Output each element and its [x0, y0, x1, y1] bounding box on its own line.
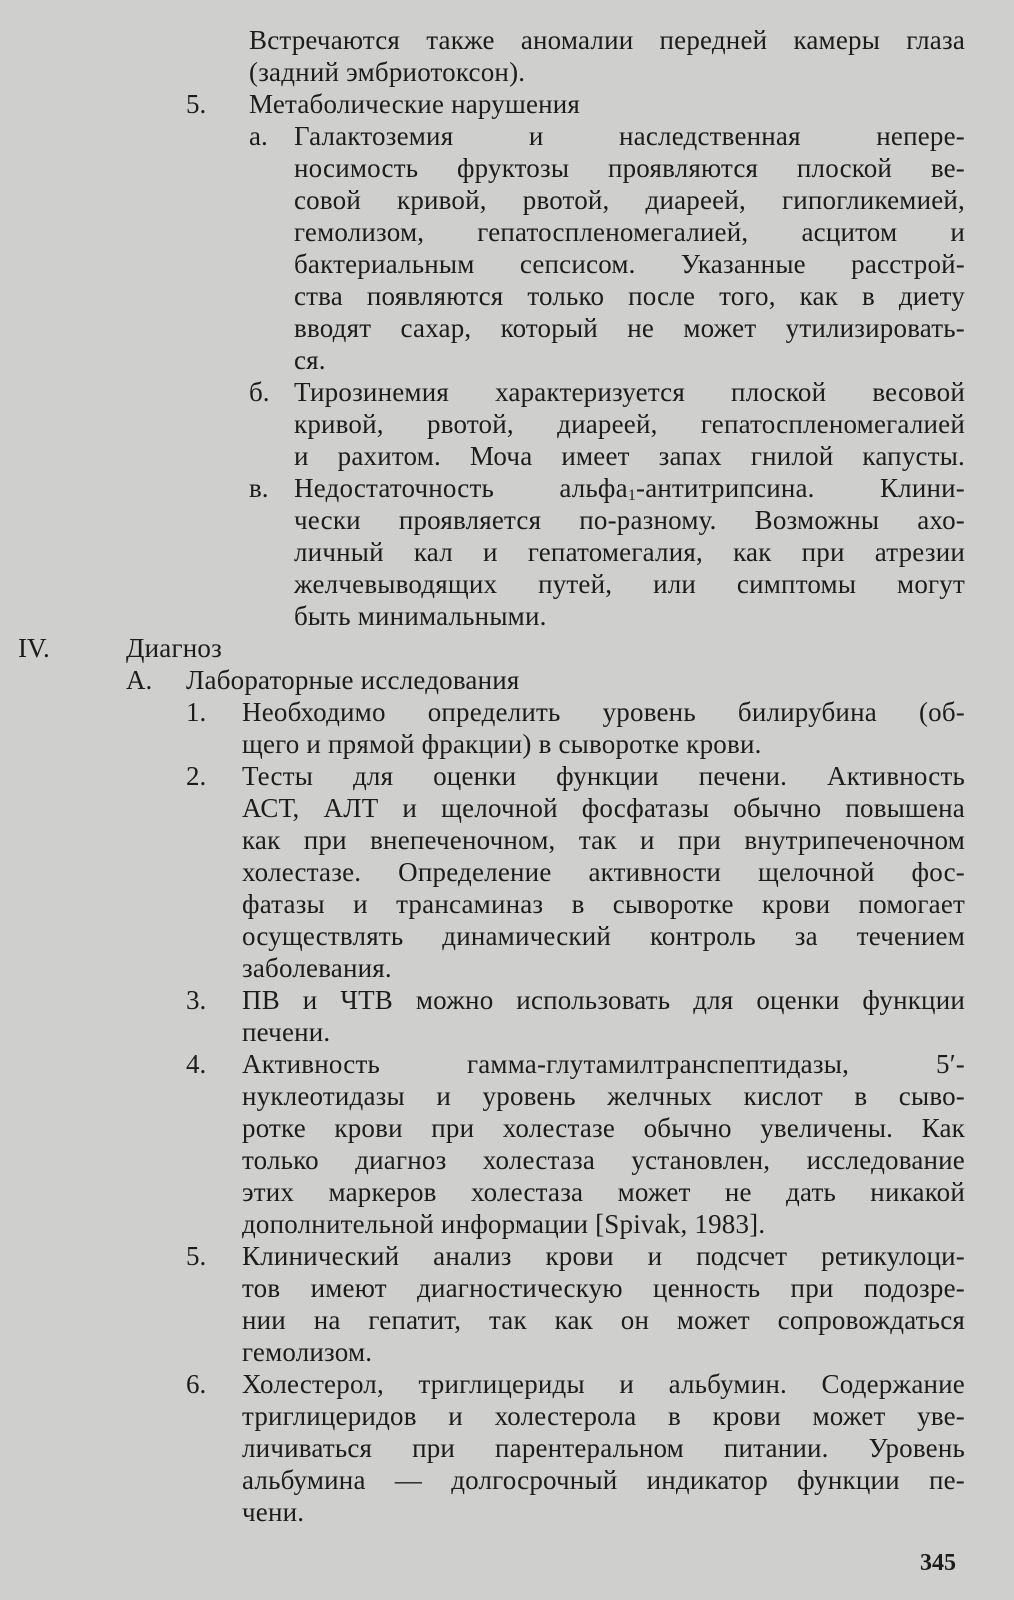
diag-2-line-2: АСТ, АЛТ и щелочной фосфатазы обычно повышена — [242, 793, 965, 823]
diag-1-line-1: Необходимо определить уровень билирубина (об- — [242, 697, 965, 727]
diag-4-line-5: этих маркеров холестаза может не дать никакой — [242, 1177, 965, 1207]
diag-6-line-1: Холестерол, триглицериды и альбумин. Содержание — [242, 1369, 965, 1399]
diag-6-line-4: альбумина — долгосрочный индикатор функции пе- — [242, 1465, 965, 1495]
diag-3-number: 3. — [186, 985, 207, 1015]
sub-a-line-4: гемолизом, гепатоспленомегалией, асцитом и — [294, 217, 965, 247]
diag-2-line-1: Тесты для оценки функции печени. Активность — [242, 761, 965, 791]
sub-v-line-3: личный кал и гепатомегалия, как при атрезии — [294, 537, 965, 567]
subsection-a-title: Лабораторные исследования — [186, 665, 520, 695]
diag-6-line-2: триглицеридов и холестерола в крови может уве- — [242, 1401, 965, 1431]
diag-4-line-6: дополнительной информации [Spivak, 1983]. — [242, 1209, 766, 1239]
sub-a-line-2: носимость фруктозы проявляются плоской ве- — [294, 153, 965, 183]
diag-6-number: 6. — [186, 1369, 207, 1399]
sub-a-line-3: совой кривой, рвотой, диареей, гипогликемией, — [294, 185, 965, 215]
diag-3-line-2: печени. — [242, 1017, 331, 1047]
sub-a-marker: а. — [249, 121, 268, 151]
sub-a-line-6: ства появляются только после того, как в диету — [294, 281, 965, 311]
sub-a-line-1: Галактоземия и наследственная непере- — [294, 121, 965, 151]
sub-b-line-1: Тирозинемия характеризуется плоской весовой — [294, 377, 965, 407]
diag-2-line-4: холестазе. Определение активности щелочной фос- — [242, 857, 965, 887]
sub-a-line-5: бактериальным сепсисом. Указанные расстрой- — [294, 249, 965, 279]
diag-5-line-4: гемолизом. — [242, 1337, 373, 1367]
intro-line-1: Встречаются также аномалии передней камеры глаза — [249, 25, 965, 55]
sub-v-line-4: желчевыводящих путей, или симптомы могут — [294, 569, 965, 599]
diag-2-line-7: заболевания. — [242, 953, 392, 983]
subsection-a-marker: А. — [126, 665, 153, 695]
sub-a-line-7: вводят сахар, который не может утилизировать- — [294, 313, 965, 343]
diag-4-line-4: только диагноз холестаза установлен, исследование — [242, 1145, 965, 1175]
diag-5-line-2: тов имеют диагностическую ценность при подозре- — [242, 1273, 965, 1303]
diag-2-number: 2. — [186, 761, 207, 791]
diag-2-line-6: осуществлять динамический контроль за течением — [242, 921, 965, 951]
sub-b-line-2: кривой, рвотой, диареей, гепатоспленомегалией — [294, 409, 965, 439]
diag-5-line-1: Клинический анализ крови и подсчет ретикулоци- — [242, 1241, 965, 1271]
diag-6-line-3: личиваться при парентеральном питании. Уровень — [242, 1433, 965, 1463]
section-4-numeral: IV. — [18, 633, 50, 663]
item-5-number: 5. — [186, 89, 207, 119]
diag-6-line-5: чени. — [242, 1497, 305, 1527]
diag-4-line-1: Активность гамма-глутамилтранспептидазы, 5′- — [242, 1049, 965, 1079]
diag-2-line-3: как при внепеченочном, так и при внутрипеченочном — [242, 825, 965, 855]
sub-b-marker: б. — [249, 377, 270, 407]
sub-v-line-1-part-2: -антитрипсина. Клини- — [636, 473, 965, 503]
item-5-title: Метаболические нарушения — [249, 89, 581, 119]
diag-4-line-2: нуклеотидазы и уровень желчных кислот в сыво- — [242, 1081, 965, 1111]
diag-4-number: 4. — [186, 1049, 207, 1079]
page-number: 345 — [920, 1550, 956, 1576]
diag-2-line-5: фатазы и трансаминаз в сыворотке крови помогает — [242, 889, 965, 919]
diag-4-line-3: ротке крови при холестазе обычно увеличены. Как — [242, 1113, 965, 1143]
sub-b-line-3: и рахитом. Моча имеет запах гнилой капусты. — [294, 441, 965, 471]
sub-v-line-1-part-1: Недостаточность альфа — [294, 473, 628, 503]
intro-line-2: (задний эмбриотоксон). — [249, 57, 526, 87]
diag-1-number: 1. — [186, 697, 207, 727]
section-4-title: Диагноз — [126, 633, 222, 663]
sub-a-line-8: ся. — [294, 345, 326, 375]
sub-v-marker: в. — [249, 473, 269, 503]
sub-v-subscript: 1 — [627, 487, 637, 504]
diag-5-number: 5. — [186, 1241, 207, 1271]
diag-1-line-2: щего и прямой фракции) в сыворотке крови. — [242, 729, 762, 759]
sub-v-line-5: быть минимальными. — [294, 601, 547, 631]
diag-3-line-1: ПВ и ЧТВ можно использовать для оценки функции — [242, 985, 965, 1015]
sub-v-line-2: чески проявляется по-разному. Возможны ахо- — [294, 505, 965, 535]
diag-5-line-3: нии на гепатит, так как он может сопровождаться — [242, 1305, 965, 1335]
